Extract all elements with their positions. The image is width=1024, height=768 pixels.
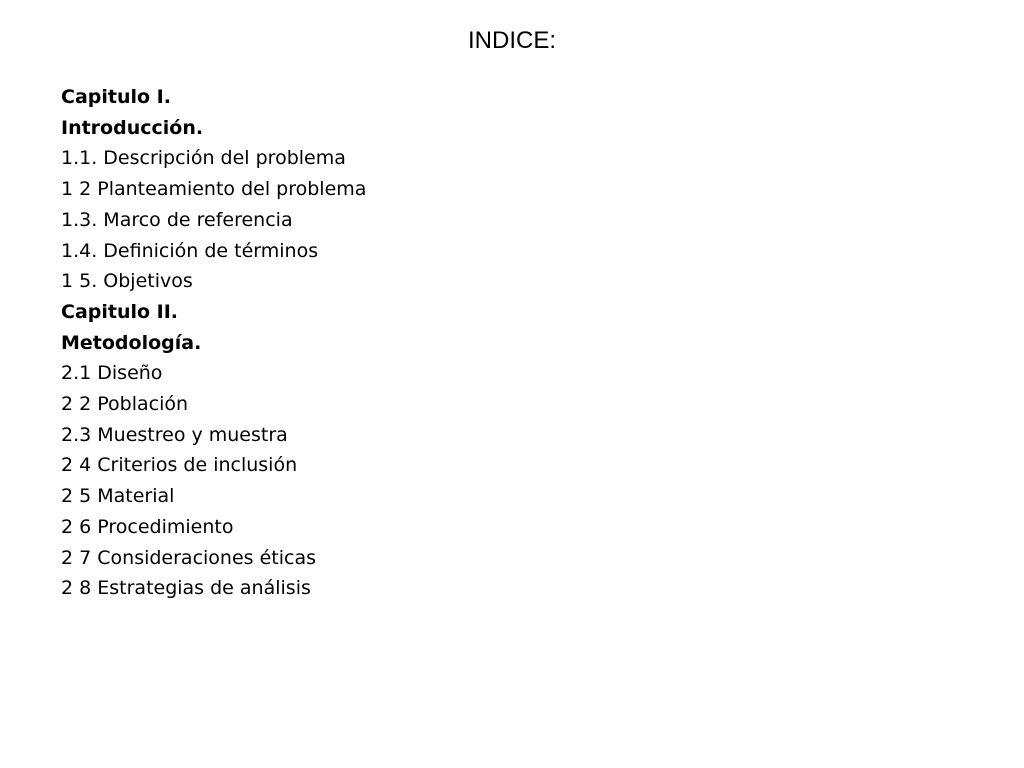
toc-section-item: 1.3. Marco de referencia [61,208,293,231]
toc-chapter-heading: Capitulo I. [61,86,171,108]
toc-section-item: 2.1 Diseño [61,362,163,385]
page-title: INDICE: [467,27,556,54]
toc-section-item: 2 8 Estrategias de análisis [61,577,311,600]
toc-chapter-title: Introducción. [61,116,204,139]
toc-section-item: 2 6 Procedimiento [61,515,234,538]
toc-section-item: 2 4 Criterios de inclusión [61,454,298,477]
toc-section-item: 2 7 Consideraciones éticas [61,546,316,569]
toc-chapter-heading: Capitulo II. [61,300,179,323]
toc-section-item: 1.4. Definición de términos [61,239,319,262]
toc-section-item: 2 2 Población [61,393,189,416]
toc-section-item: 2.3 Muestreo y muestra [61,423,288,446]
table-of-contents [61,82,366,604]
toc-chapter-title: Metodología. [61,331,202,354]
toc-section-item: 1 5. Objetivos [61,270,193,293]
toc-section-item: 2 5 Material [61,485,175,508]
toc-section-item: 1 2 Planteamiento del problema [61,178,367,201]
toc-section-item: 1.1. Descripción del problema [61,147,346,170]
